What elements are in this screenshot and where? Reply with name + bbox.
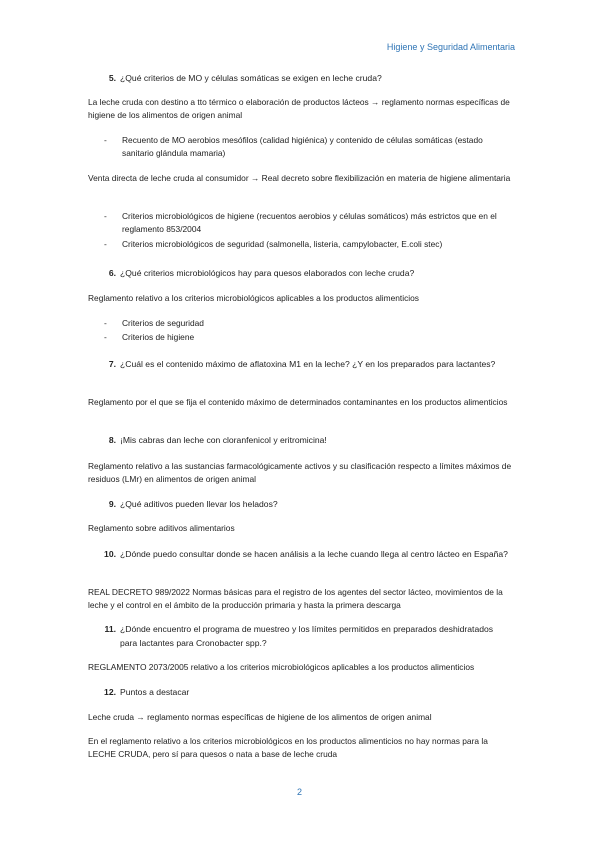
question-number: 8.: [108, 435, 116, 445]
question-text: ¿Dónde puedo consultar donde se hacen análisis a la leche cuando llega al centro lácteo en España?: [120, 549, 508, 559]
page-number: 2: [296, 787, 302, 797]
bullet-dash: -: [104, 211, 107, 221]
question-text: ¿Qué criterios de MO y células somáticas se exigen en leche cruda?: [120, 73, 382, 83]
question-7: [88, 357, 512, 371]
question-number: 9.: [108, 499, 116, 509]
question-number: 6.: [108, 268, 116, 278]
question-number: 10.: [104, 549, 116, 559]
question-text: ¿Qué criterios microbiológicos hay para quesos elaborados con leche cruda?: [120, 268, 415, 278]
bullet-text: Criterios de higiene: [122, 332, 195, 342]
question-6: [88, 266, 512, 280]
bullet-text: Criterios microbiológicos de higiene (recuentos aerobios y células somáticos) más estrictos que en el reglamento 853/2004: [122, 211, 497, 234]
bullet-item: [88, 210, 512, 236]
bullet-item: [88, 317, 512, 330]
paragraph: Leche cruda → reglamento normas específicas de higiene de los alimentos de origen animal: [88, 712, 432, 722]
question-number: 7.: [108, 359, 116, 369]
paragraph: Reglamento relativo a los criterios microbiológicos aplicables a los productos alimenticios: [88, 293, 419, 303]
question-number: 11.: [104, 624, 116, 634]
question-11: [88, 622, 512, 650]
bullet-item: [88, 238, 512, 251]
paragraph: Reglamento relativo a las sustancias farmacológicamente activos y su clasificación respecto a límites máximos de residuos (LMr) en alimentos de origen animal: [88, 461, 512, 484]
question-text: ¿Cuál es el contenido máximo de aflatoxina M1 en la leche? ¿Y en los preparados para lactantes?: [120, 359, 496, 369]
paragraph: Venta directa de leche cruda al consumidor → Real decreto sobre flexibilización en materia de higiene alimentaria: [88, 173, 511, 183]
question-5: [88, 71, 512, 85]
running-header: Higiene y Seguridad Alimentaria: [386, 42, 515, 52]
question-text: ¿Qué aditivos pueden llevar los helados?: [120, 499, 278, 509]
bullet-item: [88, 331, 512, 344]
paragraph: REAL DECRETO 989/2022 Normas básicas para el registro de los agentes del sector lácteo, movimientos de la leche y el control en el ámbito de la producción primaria y hasta la primera descarga: [88, 587, 503, 610]
question-12: [88, 685, 512, 699]
paragraph: En el reglamento relativo a los criterios microbiológicos en los productos alimenticios no hay normas para la LECHE CRUDA, pero sí para quesos o nata a base de leche cruda: [88, 736, 488, 759]
paragraph: REGLAMENTO 2073/2005 relativo a los criterios microbiológicos aplicables a los productos alimenticios: [88, 662, 475, 672]
question-8: [88, 433, 512, 447]
bullet-text: Criterios microbiológicos de seguridad (salmonella, listeria, campylobacter, E.coli stec): [122, 239, 443, 249]
bullet-item: [88, 134, 512, 160]
bullet-dash: -: [104, 135, 107, 145]
bullet-dash: -: [104, 318, 107, 328]
bullet-text: Criterios de seguridad: [122, 318, 204, 328]
question-text: Puntos a destacar: [120, 687, 190, 697]
bullet-text: Recuento de MO aerobios mesófilos (calidad higiénica) y contenido de células somáticas (estado sanitario glándula mamaria): [122, 135, 483, 158]
paragraph: La leche cruda con destino a tto térmico o elaboración de productos lácteos → reglamento normas específicas de higiene de los alimentos de origen animal: [88, 97, 510, 120]
question-number: 12.: [104, 687, 116, 697]
question-text: ¡Mis cabras dan leche con cloranfenicol y eritromicina!: [120, 435, 327, 445]
bullet-dash: -: [104, 239, 107, 249]
paragraph: Reglamento por el que se fija el contenido máximo de determinados contaminantes en los productos alimenticios: [88, 397, 508, 407]
question-text: ¿Dónde encuentro el programa de muestreo y los límites permitidos en preparados deshidratados para lactantes para Cronobacter spp.?: [120, 624, 494, 648]
bullet-dash: -: [104, 332, 107, 342]
question-9: [88, 497, 512, 511]
paragraph: Reglamento sobre aditivos alimentarios: [88, 523, 235, 533]
question-number: 5.: [108, 73, 116, 83]
question-10: [88, 547, 512, 561]
